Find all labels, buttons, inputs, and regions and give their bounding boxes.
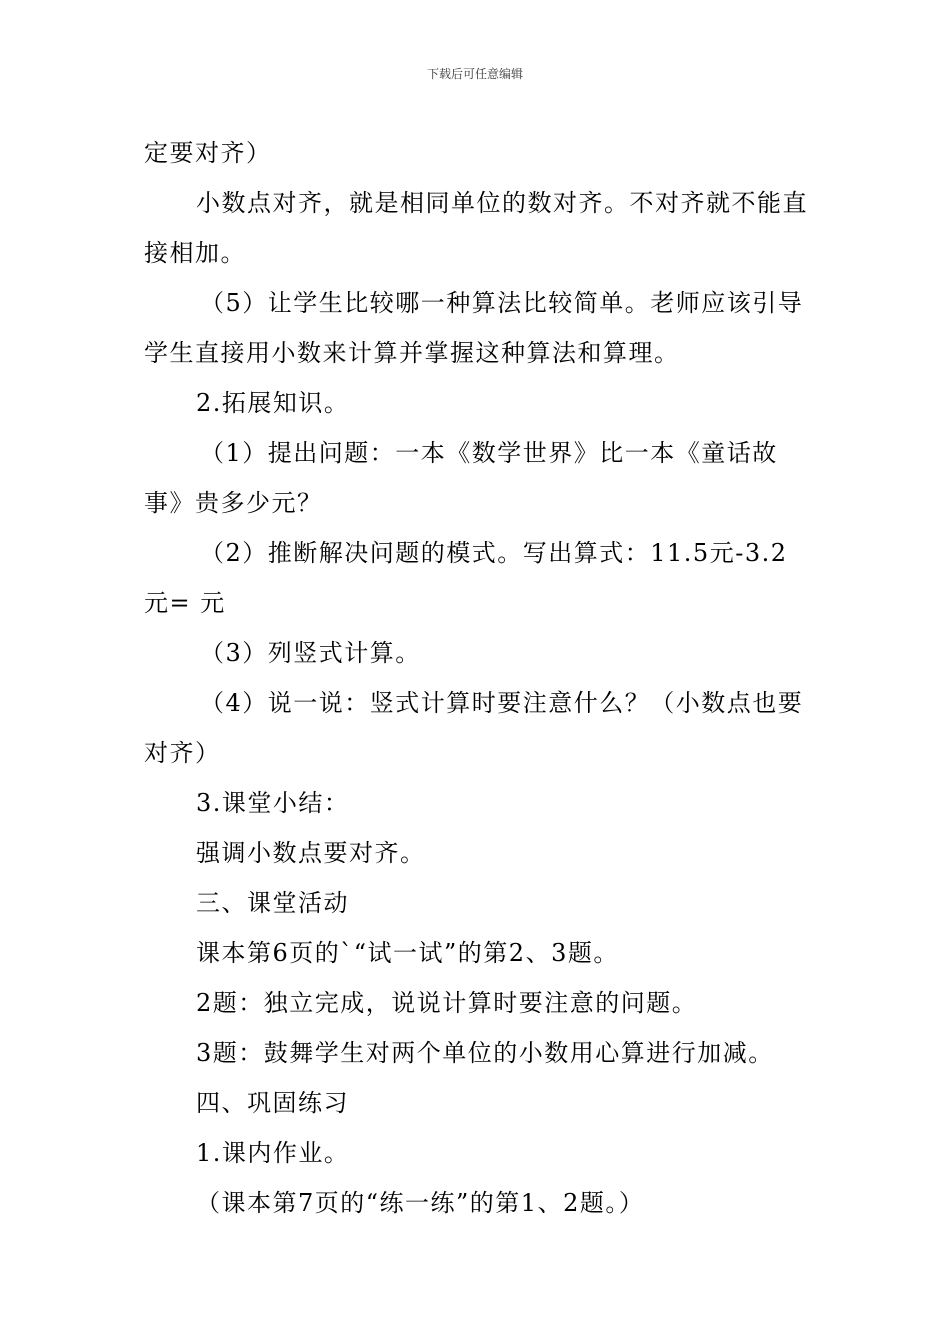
paragraph: （4）说一说：竖式计算时要注意什么？（小数点也要对齐）	[144, 689, 804, 767]
paragraph: 强调小数点要对齐。	[196, 839, 426, 867]
document-body	[144, 128, 808, 1228]
paragraph: （1）提出问题：一本《数学世界》比一本《童话故事》贵多少元？	[144, 439, 778, 517]
paragraph: （3）列竖式计算。	[200, 639, 421, 667]
paragraph: 1.课内作业。	[196, 1139, 350, 1167]
paragraph: 3.课堂小结：	[196, 789, 350, 817]
paragraph: 课本第6页的`“试一试”的第2、3题。	[196, 939, 619, 967]
paragraph: （课本第7页的“练一练”的第1、2题。）	[196, 1189, 645, 1217]
page-header: 下载后可任意编辑	[426, 67, 523, 81]
paragraph: 2题：独立完成，说说计算时要注意的问题。	[196, 989, 698, 1017]
paragraph: （2）推断解决问题的模式。写出算式：11.5元-3.2元= 元	[144, 539, 788, 617]
paragraph: 小数点对齐，就是相同单位的数对齐。不对齐就不能直接相加。	[144, 189, 808, 267]
paragraph: 3题：鼓舞学生对两个单位的小数用心算进行加减。	[196, 1039, 774, 1067]
paragraph: （5）让学生比较哪一种算法比较简单。老师应该引导学生直接用小数来计算并掌握这种算法和算理。	[144, 289, 804, 367]
paragraph: 定要对齐）	[144, 139, 272, 167]
paragraph: 2.拓展知识。	[196, 389, 350, 417]
section-heading: 四、巩固练习	[196, 1089, 349, 1117]
section-heading: 三、课堂活动	[196, 889, 349, 917]
